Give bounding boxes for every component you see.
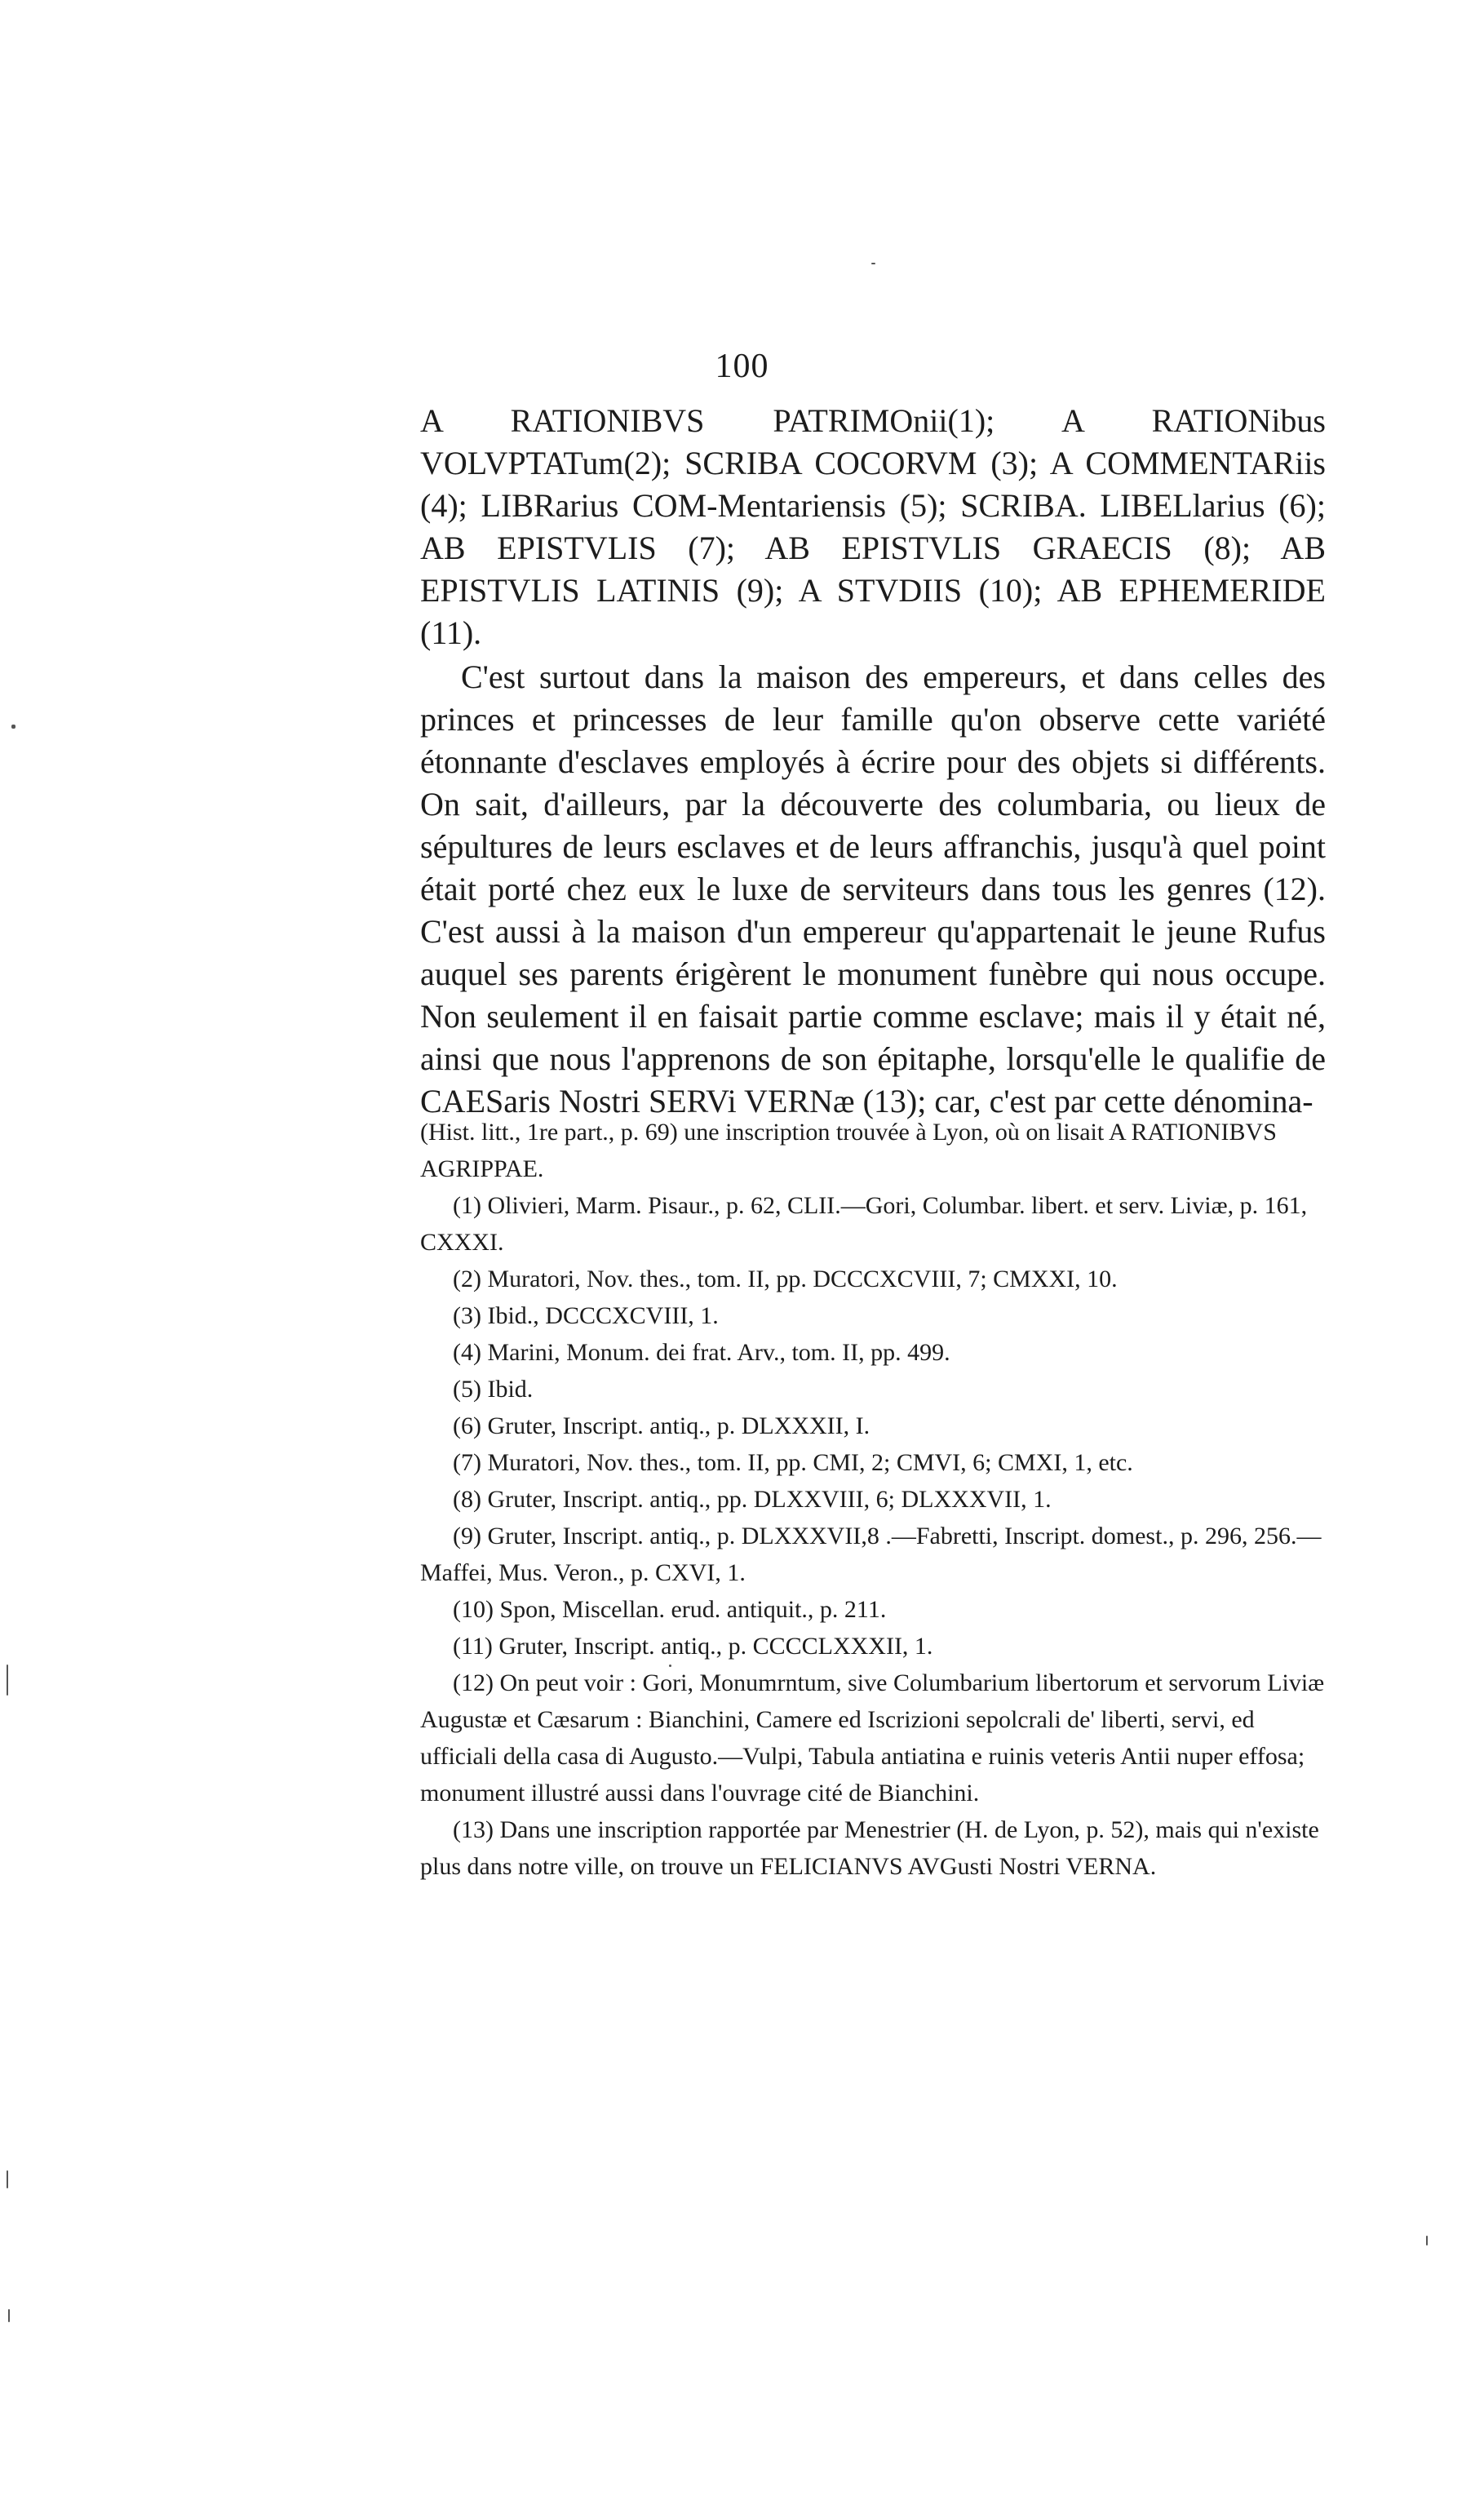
scan-speck [7,1665,8,1696]
footnotes [420,1114,1326,1885]
main-text [420,400,1326,1123]
scan-speck [871,263,875,264]
footnote: (6) Gruter, Inscript. antiq., p. DLXXXII, I. [453,1412,870,1439]
scan-speck [669,1665,671,1667]
main-paragraph: A RATIONIBVS PATRIMOnii(1); A RATIONibus VOLVPTATum(2); SCRIBA COCORVM (3); A COMMENTARiis (4); LIBRarius COM-Mentariensis (5); SCRIBA. LIBELlarius (6); AB EPISTVLIS (7); AB EPISTVLIS GRAECIS (8); AB EPISTVLIS LATINIS (9); A STVDIIS (10); AB EPHEMERIDE (11). [420,402,1326,651]
footnote: (12) On peut voir : Gori, Monumrntum, sive Columbarium libertorum et servorum Liviæ Augustæ et Cæsarum : Bianchini, Camere ed Iscrizioni sepolcrali de' liberti, servi, ed ufficiali della casa di Augusto.—Vulpi, Tabula antiatina e ruinis veteris Antii nuper effosa; monument illustré aussi dans l'ouvrage cité de Bianchini. [420,1669,1325,1806]
footnote: (13) Dans une inscription rapportée par Menestrier (H. de Lyon, p. 52), mais qui n'existe plus dans notre ville, on trouve un FELICIANVS AVGusti Nostri VERNA. [420,1816,1319,1880]
footnote: (1) Olivieri, Marm. Pisaur., p. 62, CLII.—Gori, Columbar. libert. et serv. Liviæ, p. 161, CXXXI. [420,1192,1308,1256]
footnote: (10) Spon, Miscellan. erud. antiquit., p. 211. [453,1596,887,1623]
main-paragraph: C'est surtout dans la maison des empereurs, et dans celles des princes et princesses de leur famille qu'on observe cette variété étonnante d'esclaves employés à écrire pour des objets si différents. On sait, d'ailleurs, par la découverte des columbaria, ou lieux de sépultures de leurs esclaves et de leurs affranchis, jusqu'à quel point était porté chez eux le luxe de serviteurs dans tous les genres (12). C'est aussi à la maison d'un empereur qu'appartenait le jeune Rufus auquel ses parents érigèrent le monument funèbre qui nous occupe. Non seulement il en faisait partie comme esclave; mais il y était né, ainsi que nous l'apprenons de son épitaphe, lorsqu'elle le qualifie de CAESaris Nostri SERVi VERNæ (13); car, c'est par cette dénomina- [420,658,1326,1119]
footnote: (5) Ibid. [453,1376,534,1403]
scan-speck [7,2170,8,2188]
footnote: (8) Gruter, Inscript. antiq., pp. DLXXVIII, 6; DLXXXVII, 1. [453,1486,1052,1513]
footnote: (9) Gruter, Inscript. antiq., p. DLXXXVII,8 .—Fabretti, Inscript. domest., p. 296, 256.—Maffei, Mus. Veron., p. CXVI, 1. [420,1523,1322,1586]
footnote: (4) Marini, Monum. dei frat. Arv., tom. II, pp. 499. [453,1339,950,1366]
page-number: 100 [715,348,769,385]
footnote: (3) Ibid., DCCCXCVIII, 1. [453,1302,719,1329]
footnote: (11) Gruter, Inscript. antiq., p. CCCCLXXXII, 1. [453,1633,933,1660]
scan-speck [11,725,16,729]
scan-speck [1426,2236,1428,2245]
scan-speck [8,2309,10,2322]
footnote: (7) Muratori, Nov. thes., tom. II, pp. CMI, 2; CMVI, 6; CMXI, 1, etc. [453,1449,1133,1476]
footnote: (2) Muratori, Nov. thes., tom. II, pp. DCCCXCVIII, 7; CMXXI, 10. [453,1266,1118,1292]
footnote-continuation: (Hist. litt., 1re part., p. 69) une inscription trouvée à Lyon, où on lisait A RATIONIBVS AGRIPPAE. [420,1119,1277,1182]
